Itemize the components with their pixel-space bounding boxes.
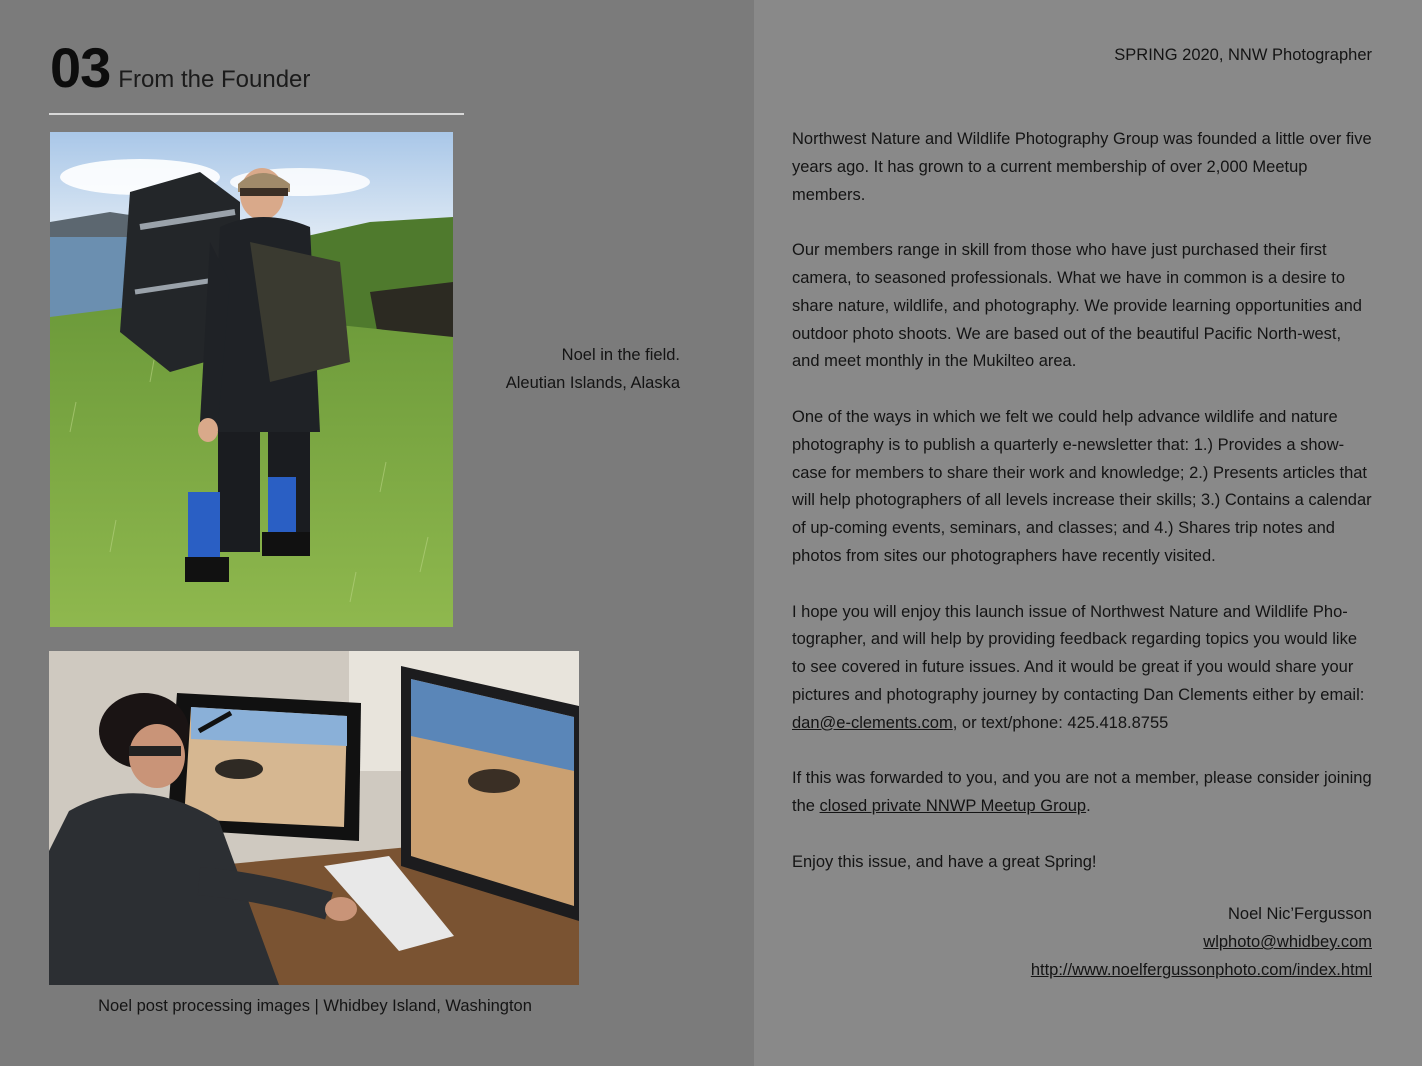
- paragraph-4: [792, 599, 1372, 738]
- paragraph-2: Our members range in skill from those who have just purchased their first camera, to seasoned professionals. What we have in common is a desire to share nature, wildlife, and photography. We provide learning opportunities and outdoor photo shoots. We are based out of the beautiful Pacific North-west, and meet monthly in the Mukilteo area.: [792, 241, 1362, 371]
- dan-email-link[interactable]: dan@e-clements.com: [792, 713, 953, 732]
- paragraph-1: Northwest Nature and Wildlife Photography Group was founded a little over five years ago. It has grown to a current membership of over 2,000 Meetup members.: [792, 130, 1372, 204]
- signature-email-link[interactable]: wlphoto@whidbey.com: [1203, 933, 1372, 951]
- running-head: SPRING 2020, NNW Photographer: [1114, 46, 1372, 64]
- paragraph-3: One of the ways in which we felt we could help advance wildlife and nature photography is to publish a quarterly e-newsletter that: 1.) Provides a show-case for members to share their work and knowledge; 2.) Presents articles that will help photographers of all levels increase their skills; 3.) Contains a calendar of up-coming events, seminars, and classes; and 4.) Shares trip notes and photos from sites our photographers have recently visited.: [792, 407, 1372, 565]
- signature-block: [1031, 900, 1372, 984]
- paragraph-6: Enjoy this issue, and have a great Spring!: [792, 852, 1097, 871]
- photo-field-caption: [486, 341, 680, 397]
- paragraph-5-tail: .: [1086, 797, 1091, 816]
- founder-letter-body: [792, 126, 1372, 904]
- photo-noel-post-processing: [49, 651, 579, 985]
- paragraph-4-tail: , or text/phone: 425.418.8755: [952, 713, 1169, 732]
- meetup-group-link[interactable]: closed private NNWP Meetup Group: [819, 797, 1087, 816]
- photo-desk-caption: Noel post processing images | Whidbey Island, Washington: [98, 997, 532, 1015]
- section-number: 03: [50, 36, 111, 99]
- signature-website-link[interactable]: http://www.noelfergussonphoto.com/index.html: [1030, 961, 1372, 979]
- section-header: [50, 36, 311, 99]
- caption-line-2: Aleutian Islands, Alaska: [505, 374, 680, 392]
- section-title: From the Founder: [118, 66, 311, 93]
- right-page: [754, 0, 1422, 1066]
- header-rule: [49, 113, 464, 115]
- paragraph-5: [792, 765, 1372, 821]
- paragraph-4-text: I hope you will enjoy this launch issue of Northwest Nature and Wildlife Pho-tographer, and will help by providing feedback regarding topics you would like to see covered in future issues. And it would be great if you would share your pictures and photography journey by contacting Dan Clements either by email:: [792, 602, 1365, 704]
- signature-name: Noel Nic’Fergusson: [1228, 905, 1372, 923]
- caption-line-1: Noel in the field.: [561, 346, 680, 364]
- paragraph-5-text: If this was forwarded to you, and you are not a member, please consider joining the: [792, 769, 1372, 816]
- photo-noel-in-field: [50, 132, 453, 627]
